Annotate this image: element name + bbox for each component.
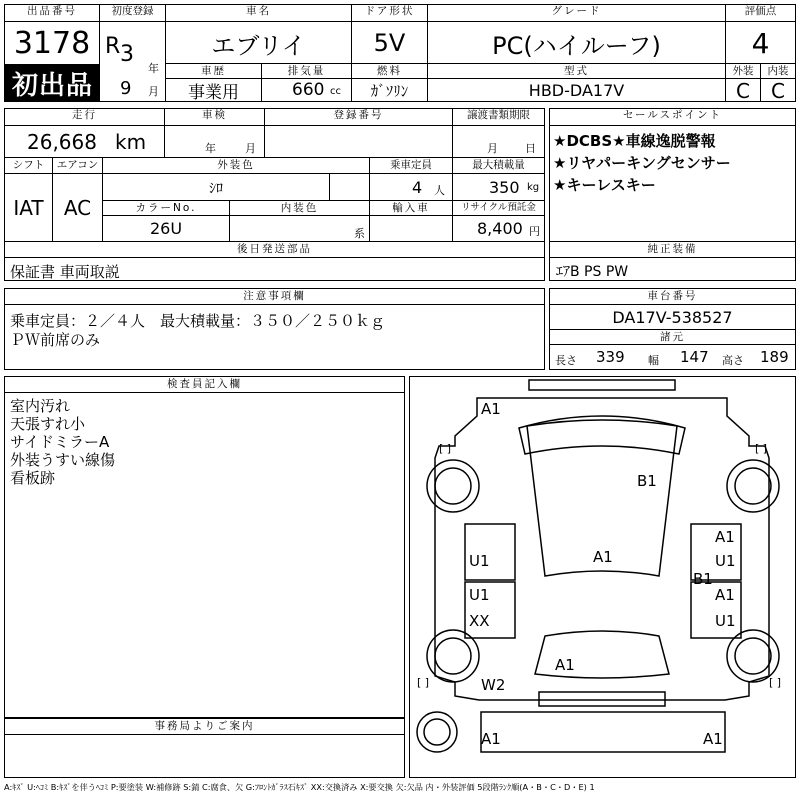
door-type: 5V xyxy=(373,29,406,57)
mark-roof-a1: A1 xyxy=(593,548,613,566)
fuel-cell xyxy=(352,79,428,102)
mileage-label-cell xyxy=(5,109,165,126)
history-label-cell xyxy=(166,64,262,79)
specs-cell xyxy=(550,345,795,369)
bracket-right-lower: [ ] xyxy=(769,676,782,689)
recycle-label-cell xyxy=(453,201,544,216)
mileage: 26,668 xyxy=(27,130,97,154)
inspection-year-unit: 年 xyxy=(205,142,216,155)
mark-right-rear-a1: A1 xyxy=(715,586,735,604)
genuine-label-cell xyxy=(550,242,795,258)
grade-cell xyxy=(428,22,726,64)
transfer-cell xyxy=(453,126,544,158)
capacity-label: 乗車定員 xyxy=(390,159,432,171)
shift-label: シフト xyxy=(12,159,45,171)
recycle-amount: 8,400 xyxy=(477,219,523,238)
fuel-label-cell xyxy=(352,64,428,79)
mileage-unit: km xyxy=(115,130,147,154)
later-parts-label-cell xyxy=(5,242,544,258)
spare-wheel-inner xyxy=(424,719,450,745)
genuine-text: ｴｱB PS PW xyxy=(556,264,629,280)
displacement-label-cell xyxy=(262,64,352,79)
import-label: 輸入車 xyxy=(392,202,430,214)
recycle-label: リサイクル預託金 xyxy=(461,202,536,213)
ext-color-cell xyxy=(103,174,330,201)
ext-color-label-cell xyxy=(103,158,370,174)
exterior-grade-label: 外装 xyxy=(732,65,754,77)
shift-label-cell xyxy=(5,158,53,174)
wheel-front-left-inner xyxy=(435,468,471,504)
door-label-cell xyxy=(352,5,428,22)
grade-label-cell xyxy=(428,5,726,22)
shift: IAT xyxy=(13,195,44,220)
specs-label: 諸元 xyxy=(660,331,685,343)
int-grade-cell xyxy=(761,79,795,102)
mark-rear-a1: A1 xyxy=(555,656,575,674)
mark-front-a1: A1 xyxy=(481,400,501,418)
bracket-left: [ ] xyxy=(439,442,452,455)
mark-left-rear-xx: XX xyxy=(469,612,490,630)
month-unit: 月 xyxy=(148,85,159,98)
specs-label-cell xyxy=(550,330,795,345)
history-cell xyxy=(166,79,262,102)
mark-left-rear-u1: U1 xyxy=(469,586,490,604)
door-cell xyxy=(352,22,428,64)
fuel-label: 燃料 xyxy=(377,65,402,77)
first-listing-badge xyxy=(5,64,100,102)
interior-grade-label: 内装 xyxy=(767,65,789,77)
score-label-cell xyxy=(726,5,795,22)
transfer-day-unit: 日 xyxy=(525,142,536,155)
reg-year: 3 xyxy=(120,42,134,67)
capacity-label-cell xyxy=(370,158,453,174)
mileage-label: 走行 xyxy=(72,109,97,121)
genuine-label: 純正装備 xyxy=(647,243,698,255)
ext-color-label: 外装色 xyxy=(217,159,255,171)
reg-no-label-cell xyxy=(265,109,453,126)
car-name-label: 車名 xyxy=(246,5,271,17)
spare-wheel xyxy=(417,712,457,752)
car-name-cell xyxy=(166,22,352,64)
lot-number: 3178 xyxy=(13,25,91,61)
lot-label: 出品番号 xyxy=(27,5,77,17)
bracket-left-lower: [ ] xyxy=(417,676,430,689)
ac-label: エアコン xyxy=(56,159,99,171)
max-load-unit: kg xyxy=(527,182,540,193)
max-load-cell xyxy=(453,174,544,201)
wheel-rear-right-inner xyxy=(735,638,771,674)
capacity-unit: 人 xyxy=(434,184,445,197)
mark-rear-left-a1: A1 xyxy=(481,730,501,748)
office-label: 事務局よりご案内 xyxy=(154,720,255,732)
fuel: ｶﾞｿﾘﾝ xyxy=(370,82,409,100)
inspector-label-cell xyxy=(5,377,404,393)
recycle-cell xyxy=(453,216,544,241)
lot-number-cell xyxy=(5,22,100,64)
lot-label-cell xyxy=(5,5,100,22)
sales-point-3: ★キーレスキー xyxy=(553,176,656,194)
int-color-unit: 系 xyxy=(354,227,365,240)
mileage-cell xyxy=(5,126,165,158)
model-cell xyxy=(428,79,726,102)
reg-no-cell xyxy=(265,126,453,158)
ext-color: ｼﾛ xyxy=(209,180,223,197)
chassis-label-cell xyxy=(550,289,795,305)
max-load: 350 xyxy=(489,178,520,197)
capacity: 4 xyxy=(412,178,423,197)
first-reg-label-cell xyxy=(100,5,166,22)
exterior-grade: C xyxy=(736,79,750,102)
mark-right-b1: B1 xyxy=(693,570,713,588)
mark-left-w2: W2 xyxy=(481,676,506,694)
mark-right-front-u1: U1 xyxy=(715,552,736,570)
max-load-label: 最大積載量 xyxy=(472,159,525,171)
color-no: 26U xyxy=(149,219,183,238)
grade-label: グレード xyxy=(551,5,602,17)
color-no-label-cell xyxy=(103,201,230,216)
int-grade-label-cell xyxy=(761,64,795,79)
reg-month: 9 xyxy=(120,78,132,99)
int-color-cell xyxy=(230,216,370,241)
chassis-cell xyxy=(550,305,795,330)
max-load-label-cell xyxy=(453,158,544,174)
era: R xyxy=(105,34,121,59)
later-parts-text: 保証書 車両取説 xyxy=(10,263,120,281)
year-unit: 年 xyxy=(148,62,159,75)
ext-grade-cell xyxy=(726,79,761,102)
width-label: 幅 xyxy=(648,354,659,367)
length-label: 長さ xyxy=(555,354,577,367)
rear-panel xyxy=(539,692,665,706)
int-color-label: 内装色 xyxy=(280,202,319,214)
int-color-label-cell xyxy=(230,201,370,216)
air-conditioner: AC xyxy=(63,195,92,220)
mark-right-rear-u1: U1 xyxy=(715,612,736,630)
recycle-unit: 円 xyxy=(529,225,540,238)
car-name-label-cell xyxy=(166,5,352,22)
model-label-cell xyxy=(428,64,726,79)
notes-label: 注意事項欄 xyxy=(243,290,306,302)
score-label: 評価点 xyxy=(744,5,777,17)
color-no-label: カラーNo. xyxy=(135,202,197,214)
wheel-front-right-inner xyxy=(735,468,771,504)
history: 事業用 xyxy=(188,83,239,102)
history-label: 車歴 xyxy=(201,65,226,77)
mark-hood-b1: B1 xyxy=(637,472,657,490)
length-value: 339 xyxy=(596,348,625,366)
displacement: 660 xyxy=(292,80,325,100)
height-label: 高さ xyxy=(722,354,744,367)
ext-color-extra-cell xyxy=(330,174,370,201)
wheel-rear-left-inner xyxy=(435,638,471,674)
sales-points-label-cell xyxy=(550,109,795,126)
color-no-cell xyxy=(103,216,230,241)
legend: A:ｷｽﾞ U:ﾍｺﾐ B:ｷｽﾞを伴うﾍｺﾐ P:要塗装 W:補修跡 S:錆 C:腐食、欠 G:ﾌﾛﾝﾄｶﾞﾗｽ石ｷｽﾞ XX:交換済み X:要交換 欠:欠品 内・外装評価 5段階ﾗﾝｸ順(A・B・C・D・E) 1 xyxy=(4,782,595,792)
inspector-line-5: 看板跡 xyxy=(10,469,56,487)
notes-label-cell xyxy=(5,289,544,305)
first-reg-label: 初度登録 xyxy=(111,5,154,17)
capacity-cell xyxy=(370,174,453,201)
car-name: エブリイ xyxy=(211,31,306,60)
model: HBD-DA17V xyxy=(528,81,625,100)
first-reg-value-cell xyxy=(100,22,166,102)
chassis-label: 車台番号 xyxy=(647,290,698,302)
import-label-cell xyxy=(370,201,453,216)
transfer-month-unit: 月 xyxy=(487,142,498,155)
first-listing-text: 初出品 xyxy=(11,70,93,101)
inspector-label: 検査員記入欄 xyxy=(167,378,242,390)
inspection-label-cell xyxy=(165,109,265,126)
inspection-label: 車検 xyxy=(202,109,227,121)
inspector-line-2: 天張すれ小 xyxy=(10,415,86,433)
grade: PC(ハイルーフ) xyxy=(492,31,661,60)
shift-cell xyxy=(5,174,53,241)
import-cell xyxy=(370,216,453,241)
width-value: 147 xyxy=(680,348,709,366)
inspection-cell xyxy=(165,126,265,158)
office-label-cell xyxy=(5,719,404,735)
ac-label-cell xyxy=(53,158,103,174)
door-label: ドア形状 xyxy=(364,5,415,17)
ext-grade-label-cell xyxy=(726,64,761,79)
displacement-cell xyxy=(262,79,352,102)
bracket-right: [ ] xyxy=(755,442,768,455)
score: 4 xyxy=(751,26,770,60)
height-value: 189 xyxy=(760,348,789,366)
mark-rear-right-a1: A1 xyxy=(703,730,723,748)
model-label: 型式 xyxy=(564,65,589,77)
interior-grade: C xyxy=(771,79,785,102)
chassis-number: DA17V-538527 xyxy=(612,308,733,327)
sales-point-1: ★DCBS★車線逸脱警報 xyxy=(553,132,716,150)
sales-points-label: セールスポイント xyxy=(622,109,723,121)
later-parts-label: 後日発送部品 xyxy=(237,243,312,255)
reg-no-label: 登録番号 xyxy=(333,109,384,121)
inspector-line-4: 外装うすい線傷 xyxy=(10,451,116,469)
top-bar xyxy=(529,380,675,390)
notes-line-1: 乗車定員：２／４人 最大積載量：３５０／２５０ｋｇ xyxy=(10,312,386,330)
sales-point-2: ★リヤパーキングセンサー xyxy=(553,154,731,172)
transfer-label-cell xyxy=(453,109,544,126)
displacement-label: 排気量 xyxy=(287,65,326,77)
windshield xyxy=(519,416,685,454)
vehicle-damage-diagram xyxy=(409,376,796,778)
score-cell xyxy=(726,22,795,64)
inspector-line-3: サイドミラーA xyxy=(10,433,110,451)
mark-right-front-a1: A1 xyxy=(715,528,735,546)
displacement-unit: cc xyxy=(330,86,341,97)
inspection-month-unit: 月 xyxy=(245,142,256,155)
notes-line-2: ＰＷ前席のみ xyxy=(10,331,101,349)
rear-bumper xyxy=(481,712,725,752)
transfer-label: 譲渡書類期限 xyxy=(467,109,530,121)
mark-left-front-u1: U1 xyxy=(469,552,490,570)
inspector-line-1: 室内汚れ xyxy=(10,397,71,415)
ac-cell xyxy=(53,174,103,241)
